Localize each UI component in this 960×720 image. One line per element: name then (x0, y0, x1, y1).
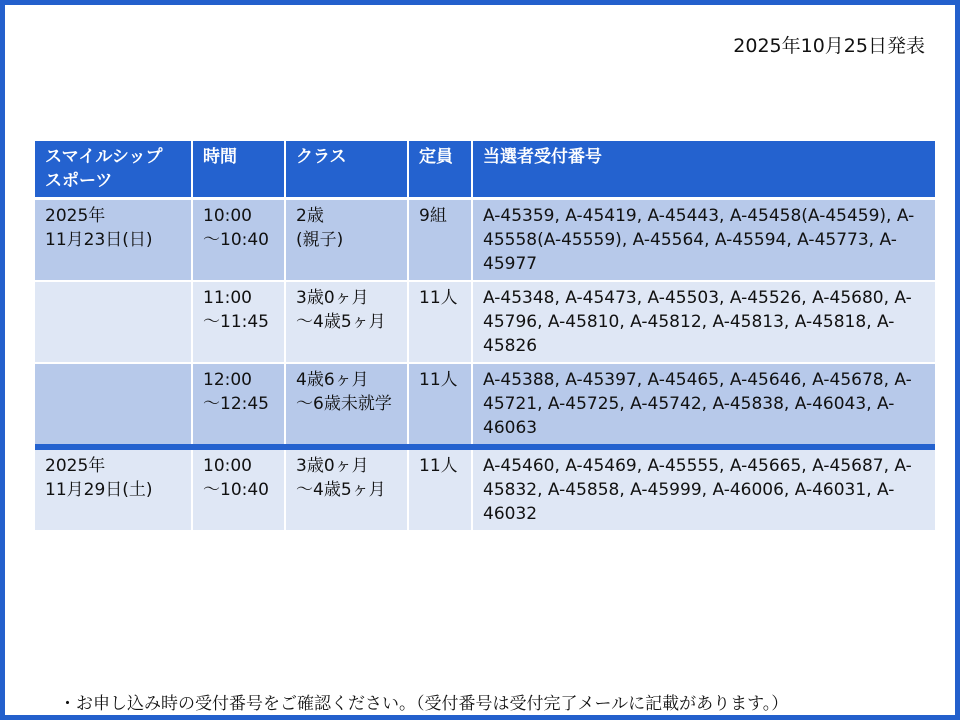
row-time (192, 281, 285, 363)
cell-line: 10:00 (203, 456, 252, 476)
cell-line: 3歳0ヶ月 (296, 456, 369, 476)
cell-line: 4歳6ヶ月 (296, 370, 369, 390)
cell-line: ～10:40 (203, 230, 269, 250)
row-winners: A-45359, A-45419, A-45443, A-45458(A-45459), A-45558(A-45559), A-45564, A-45594, A-45773, A-45977 (472, 199, 935, 282)
row-time (192, 447, 285, 531)
row-capacity: 11人 (408, 281, 472, 363)
row-time (192, 199, 285, 282)
row-date (35, 199, 192, 282)
cell-line: スポーツ (45, 171, 113, 191)
row-time (192, 363, 285, 447)
row-winners: A-45348, A-45473, A-45503, A-45526, A-45680, A-45796, A-45810, A-45812, A-45813, A-45818, A-45826 (472, 281, 935, 363)
cell-line: 12:00 (203, 370, 252, 390)
header-time (192, 141, 285, 199)
cell-line: 2歳 (296, 206, 324, 226)
cell-line: 11:00 (203, 288, 252, 308)
footer-note: ・お申し込み時の受付番号をご確認ください。（受付番号は受付完了メールに記載があります。） (59, 694, 789, 714)
row-capacity: 11人 (408, 363, 472, 447)
table-row (35, 281, 935, 363)
cell-line: ～6歳未就学 (296, 394, 392, 414)
row-winners: A-45388, A-45397, A-45465, A-45646, A-45678, A-45721, A-45725, A-45742, A-45838, A-46043, A-46063 (472, 363, 935, 447)
row-capacity: 9組 (408, 199, 472, 282)
row-class (285, 281, 408, 363)
row-capacity: 11人 (408, 447, 472, 531)
header-class (285, 141, 408, 199)
header-program (35, 141, 192, 199)
cell-line: 2025年 (45, 206, 106, 226)
cell-line: 11月23日(日) (45, 230, 153, 250)
cell-line: ～12:45 (203, 394, 269, 414)
row-date (35, 281, 192, 363)
lottery-results-table (35, 141, 935, 532)
cell-line: クラス (296, 147, 347, 167)
row-class (285, 199, 408, 282)
cell-line: スマイルシップ (45, 147, 163, 167)
cell-line: 11月29日(土) (45, 480, 153, 500)
cell-line: ～4歳5ヶ月 (296, 480, 386, 500)
row-date (35, 447, 192, 531)
cell-line: 2025年 (45, 456, 106, 476)
cell-line: ～10:40 (203, 480, 269, 500)
row-class (285, 447, 408, 531)
cell-line: 当選者受付番号 (483, 147, 602, 167)
cell-line: 定員 (419, 147, 453, 167)
row-winners: A-45460, A-45469, A-45555, A-45665, A-45687, A-45832, A-45858, A-45999, A-46006, A-46031, A-46032 (472, 447, 935, 531)
cell-line: 時間 (203, 147, 237, 167)
cell-line: (親子) (296, 230, 344, 250)
cell-line: 10:00 (203, 206, 252, 226)
row-date (35, 363, 192, 447)
announcement-date: 2025年10月25日発表 (733, 35, 925, 57)
cell-line: ～11:45 (203, 312, 269, 332)
row-class (285, 363, 408, 447)
header-capacity (408, 141, 472, 199)
table-row (35, 363, 935, 447)
table-header-row (35, 141, 935, 199)
cell-line: 3歳0ヶ月 (296, 288, 369, 308)
table-row (35, 199, 935, 282)
cell-line: ～4歳5ヶ月 (296, 312, 386, 332)
header-winner-numbers (472, 141, 935, 199)
table-row (35, 447, 935, 531)
